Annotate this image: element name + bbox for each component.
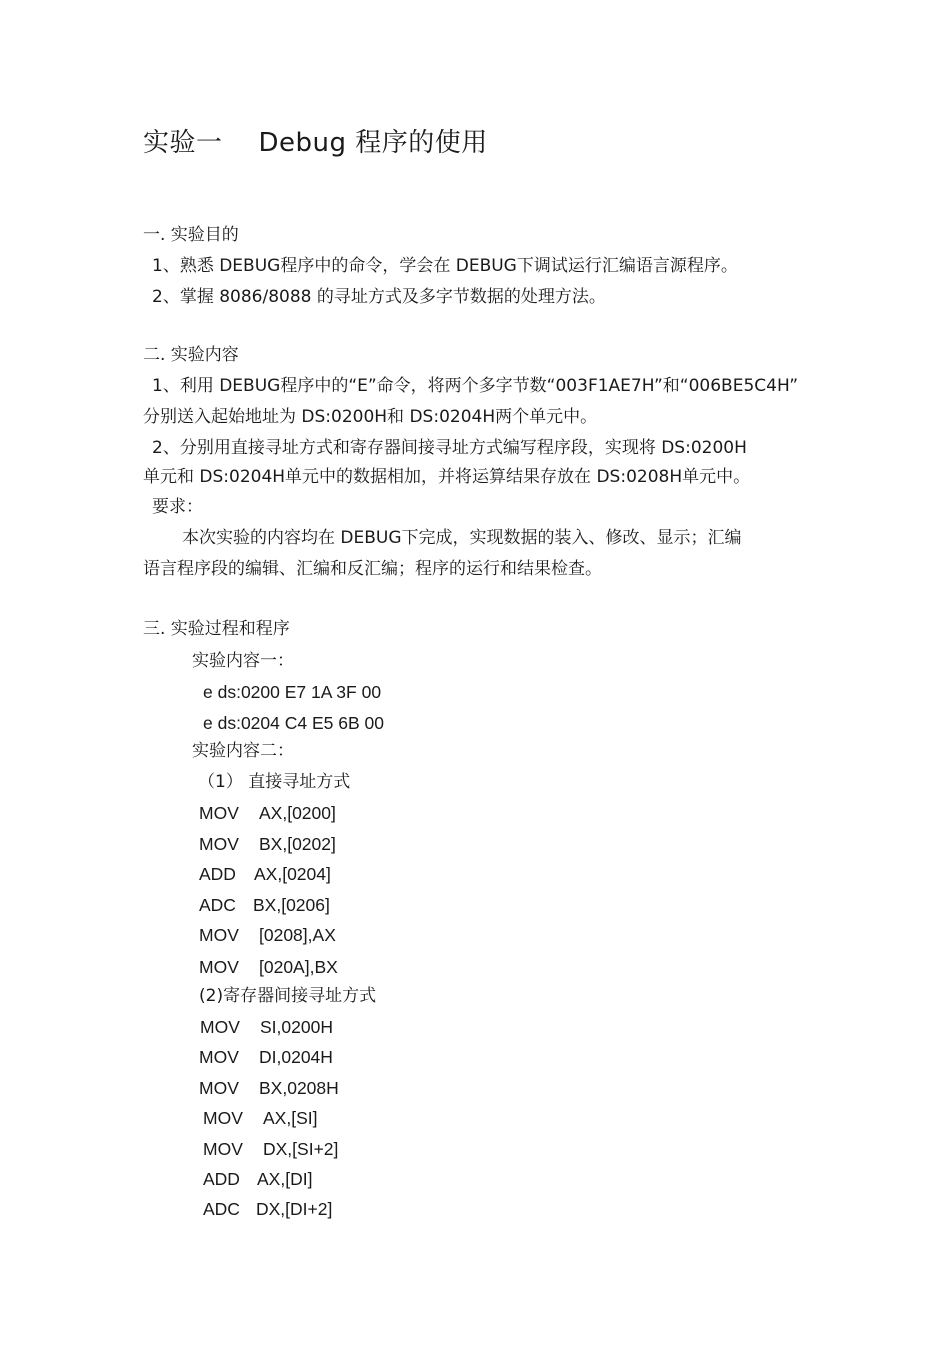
part-2-label: 实验内容二： xyxy=(192,741,294,761)
code-opcode: ADC xyxy=(199,895,236,915)
code-line xyxy=(199,1046,333,1068)
code-operands: AX,[DI] xyxy=(257,1169,313,1189)
direct-addressing-label: （1） 直接寻址方式 xyxy=(198,772,351,792)
code-line xyxy=(199,833,336,855)
code-operands: BX,[0206] xyxy=(253,895,330,915)
code-line xyxy=(200,1016,333,1038)
code-operands: [0208],AX xyxy=(259,925,336,945)
code-operands: [020A],BX xyxy=(259,957,338,977)
code-opcode: MOV xyxy=(199,957,239,977)
code-opcode: MOV xyxy=(200,1017,240,1037)
code-operands: DX,[SI+2] xyxy=(263,1139,339,1159)
code-line xyxy=(203,1107,317,1129)
code-opcode: MOV xyxy=(199,925,239,945)
section-heading-content: 二. 实验内容 xyxy=(143,345,239,365)
requirements-line-1: 本次实验的内容均在 DEBUG下完成，实现数据的装入、修改、显示；汇编 xyxy=(182,528,742,548)
title-prefix: 实验一 xyxy=(143,128,223,158)
part-1-label: 实验内容一： xyxy=(192,651,294,671)
page-title xyxy=(143,122,488,159)
purpose-item-2: 2、掌握 8086/8088 的寻址方式及多字节数据的处理方法。 xyxy=(152,287,606,307)
code-line xyxy=(199,1077,339,1099)
code-opcode: MOV xyxy=(199,1047,239,1067)
content-item-1-line-1: 1、利用 DEBUG程序中的“E”命令，将两个多字节数“003F1AE7H”和“006BE5C4H” xyxy=(152,376,799,396)
content-item-2-line-1: 2、分别用直接寻址方式和寄存器间接寻址方式编写程序段，实现将 DS:0200H xyxy=(152,438,747,458)
code-line xyxy=(199,802,336,824)
code-operands: AX,[SI] xyxy=(263,1108,318,1128)
section-heading-purpose: 一. 实验目的 xyxy=(143,225,239,245)
code-opcode: MOV xyxy=(203,1108,243,1128)
code-operands: AX,[0200] xyxy=(259,803,336,823)
code-line xyxy=(199,924,336,946)
code-operands: DX,[DI+2] xyxy=(256,1199,333,1219)
code-operands: SI,0200H xyxy=(260,1017,333,1037)
code-operands: DI,0204H xyxy=(259,1047,333,1067)
code-line xyxy=(203,1138,338,1160)
content-item-1-line-2: 分别送入起始地址为 DS:0200H和 DS:0204H两个单元中。 xyxy=(143,407,598,427)
code-line xyxy=(199,863,331,885)
requirements-label: 要求： xyxy=(152,497,203,517)
code-opcode: MOV xyxy=(203,1139,243,1159)
code-opcode: ADC xyxy=(203,1199,240,1219)
debug-command-1: e ds:0200 E7 1A 3F 00 xyxy=(203,682,382,702)
code-opcode: MOV xyxy=(199,1078,239,1098)
code-opcode: ADD xyxy=(199,864,236,884)
debug-command-2: e ds:0204 C4 E5 6B 00 xyxy=(203,713,384,733)
code-line xyxy=(203,1168,312,1190)
code-line xyxy=(203,1198,332,1220)
purpose-item-1: 1、熟悉 DEBUG程序中的命令，学会在 DEBUG下调试运行汇编语言源程序。 xyxy=(152,256,738,276)
code-line xyxy=(199,956,338,978)
section-heading-process: 三. 实验过程和程序 xyxy=(143,619,290,639)
code-operands: BX,0208H xyxy=(259,1078,339,1098)
code-opcode: MOV xyxy=(199,803,239,823)
code-operands: BX,[0202] xyxy=(259,834,336,854)
content-item-2-line-2: 单元和 DS:0204H单元中的数据相加，并将运算结果存放在 DS:0208H单元中。 xyxy=(143,467,751,487)
code-line xyxy=(199,894,330,916)
indirect-addressing-label: (2)寄存器间接寻址方式 xyxy=(199,986,377,1006)
code-opcode: MOV xyxy=(199,834,239,854)
title-name: Debug 程序的使用 xyxy=(258,128,488,158)
code-opcode: ADD xyxy=(203,1169,240,1189)
requirements-line-2: 语言程序段的编辑、汇编和反汇编；程序的运行和结果检查。 xyxy=(143,559,602,579)
code-operands: AX,[0204] xyxy=(254,864,331,884)
